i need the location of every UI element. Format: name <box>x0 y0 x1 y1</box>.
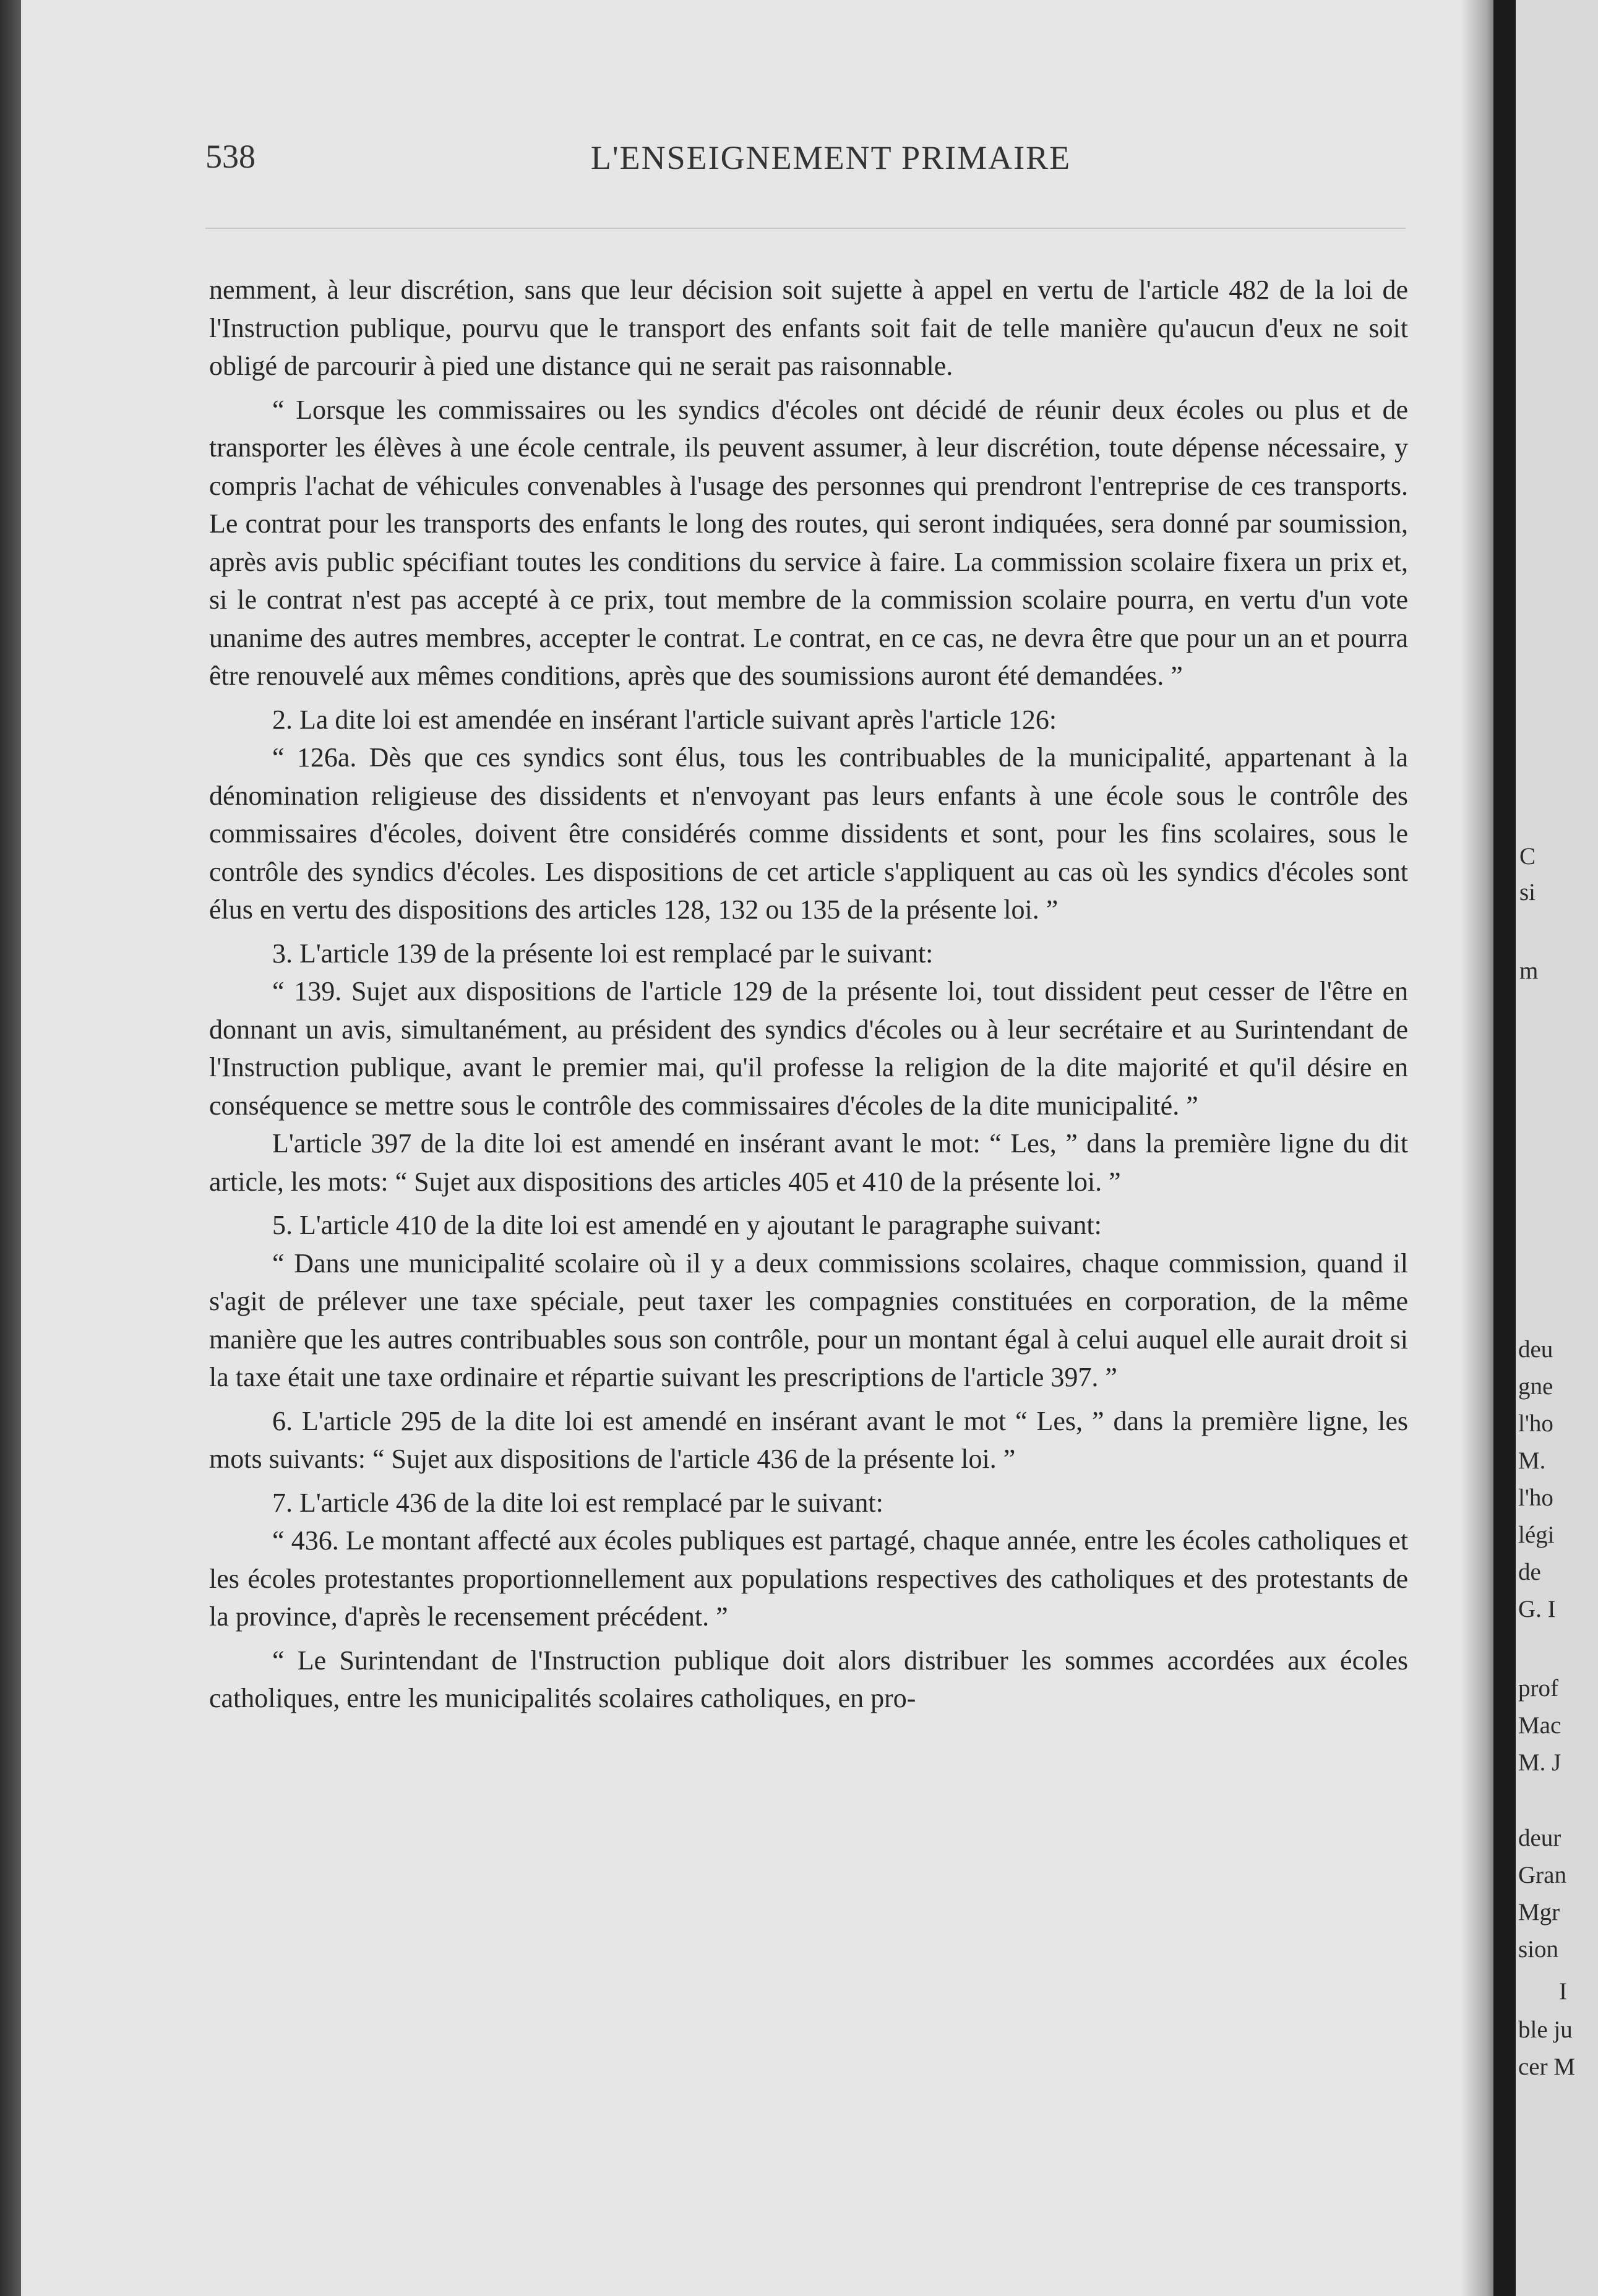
scan-left-edge <box>0 0 21 2296</box>
page-header <box>184 131 1428 181</box>
facing-page-fragment: ble ju <box>1518 2016 1573 2043</box>
facing-page-fragment: Mgr <box>1518 1899 1560 1925</box>
facing-page-fragment: sion <box>1518 1936 1559 1963</box>
page-number: 538 <box>205 138 256 175</box>
facing-page-fragment: Gran <box>1518 1862 1566 1888</box>
paragraph: 3. L'article 139 de la présente loi est remplacé par le suivant: <box>272 938 934 969</box>
facing-page-fragment: l'ho <box>1518 1484 1553 1511</box>
facing-page-fragment: légi <box>1518 1522 1555 1548</box>
header-rule <box>205 228 1406 229</box>
paragraph: “ 126a. Dès que ces syndics sont élus, tous les contribuables de la municipalité, appartenant à la dénomination religieuse des dissidents et n'envoyant pas leurs enfants à une école sous le contrôle des commissaires d'écoles, doivent être considérés comme dissidents et sont, pour les fins scolaires, sous le contrôle des syndics d'écoles. Les dispositions de cet article s'appliquent au cas où les syndics d'écoles sont élus en vertu des dispositions des articles 128, 132 ou 135 de la présente loi. ” <box>209 742 1408 925</box>
paragraph: 6. L'article 295 de la dite loi est amendé en insérant avant le mot “ Les, ” dans la première ligne, les mots suivants: “ Sujet aux dispositions de l'article 436 de la présente loi. ” <box>209 1405 1408 1474</box>
paragraph: “ Dans une municipalité scolaire où il y a deux commissions scolaires, chaque commission, quand il s'agit de prélever une taxe spéciale, peut taxer les compagnies constituées en corporation, de la même manière que les autres contribuables sous son contrôle, pour un montant égal à celui auquel elle aurait droit si la taxe était une taxe ordinaire et répartie suivant les prescriptions de l'article 397. ” <box>209 1248 1408 1392</box>
facing-page-fragment: M. <box>1518 1447 1546 1474</box>
facing-page-fragment: G. I <box>1518 1596 1556 1622</box>
book-gutter <box>1493 0 1516 2296</box>
facing-page-fragment: M. J <box>1518 1749 1561 1776</box>
facing-page-fragment: gne <box>1518 1373 1553 1400</box>
paragraph: “ 139. Sujet aux dispositions de l'article 129 de la présente loi, tout dissident peut cesser de l'être en donnant un avis, simultanément, au président des syndics d'écoles ou à leur secrétaire et au Surintendant de l'Instruction publique, avant le premier mai, qu'il professe la religion de la dite majorité et qu'il désire en conséquence se mettre sous le contrôle des commissaires d'écoles de la dite municipalité. ” <box>209 976 1408 1121</box>
body-text <box>209 271 1408 1718</box>
facing-page-fragment: de <box>1518 1559 1541 1585</box>
paragraph: 7. L'article 436 de la dite loi est remplacé par le suivant: <box>272 1487 883 1518</box>
facing-page-fragment: cer M <box>1518 2054 1576 2080</box>
running-head: L'ENSEIGNEMENT PRIMAIRE <box>590 139 1072 176</box>
facing-page-fragment: si <box>1519 879 1536 906</box>
facing-page-fragment: deu <box>1518 1336 1553 1363</box>
facing-page-fragment: l'ho <box>1518 1410 1553 1437</box>
paragraph: L'article 397 de la dite loi est amendé en insérant avant le mot: “ Les, ” dans la première ligne du dit article, les mots: “ Sujet aux dispositions des articles 405 et 410 de la présente loi. ” <box>209 1128 1408 1197</box>
paragraph: nemment, à leur discrétion, sans que leur décision soit sujette à appel en vertu de l'article 482 de la loi de l'Instruction publique, pourvu que le transport des enfants soit fait de telle manière qu'aucun d'eux ne soit obligé de parcourir à pied une distance qui ne serait pas raisonnable. <box>209 275 1408 381</box>
paragraph: 2. La dite loi est amendée en insérant l'article suivant après l'article 126: <box>272 704 1057 735</box>
facing-page-fragment: Mac <box>1518 1712 1561 1739</box>
facing-page-fragment: I <box>1559 1978 1567 2005</box>
paragraph: “ 436. Le montant affecté aux écoles publiques est partagé, chaque année, entre les écoles catholiques et les écoles protestantes proportionnellement aux populations respectives des catholiques et des protestants de la province, d'après le recensement précédent. ” <box>209 1525 1408 1632</box>
facing-page-fragment: m <box>1519 957 1539 984</box>
paragraph: “ Le Surintendant de l'Instruction publique doit alors distribuer les sommes accordées aux écoles catholiques, entre les municipalités scolaires catholiques, en pro- <box>209 1645 1408 1713</box>
facing-page-fragment: deur <box>1518 1825 1561 1851</box>
facing-page-fragment: C <box>1519 843 1536 870</box>
paragraph: “ Lorsque les commissaires ou les syndics d'écoles ont décidé de réunir deux écoles ou plus et de transporter les élèves à une école centrale, ils peuvent assumer, à leur discrétion, toute dépense nécessaire, y compris l'achat de véhicules convenables à l'usage des personnes qui prendront l'entreprise de ces transports. Le contrat pour les transports des enfants le long des routes, qui seront indiquées, sera donné par soumission, après avis public spécifiant toutes les conditions du service à faire. La commission scolaire fixera un prix et, si le contrat n'est pas accepté à ce prix, tout membre de la commission scolaire pourra, en vertu d'un vote unanime des autres membres, accepter le contrat. Le contrat, en ce cas, ne devra être que pour un an et pourra être renouvelé aux mêmes conditions, après que des soumissions auront été demandées. ” <box>209 394 1408 691</box>
facing-page <box>1516 0 1598 2296</box>
paragraph: 5. L'article 410 de la dite loi est amendé en y ajoutant le paragraphe suivant: <box>272 1210 1102 1240</box>
facing-page-fragment: prof <box>1518 1675 1558 1702</box>
